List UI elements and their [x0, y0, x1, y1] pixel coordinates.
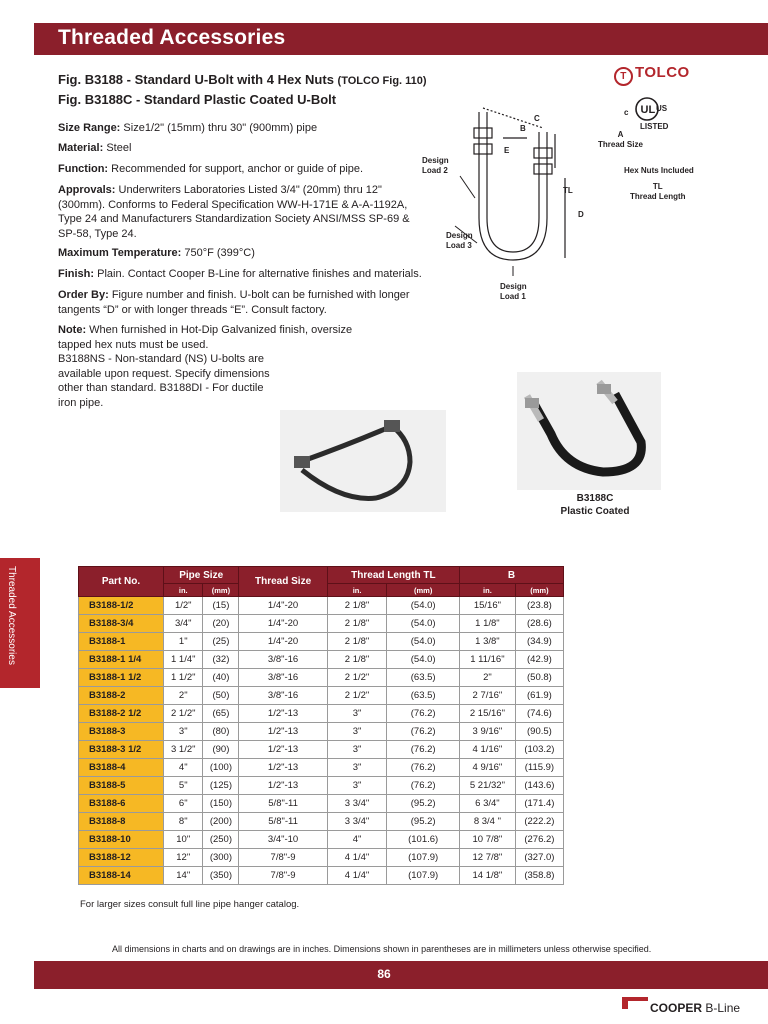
size-range-label: Size Range: — [58, 122, 121, 134]
note-label: Note: — [58, 324, 87, 336]
cell-thread-length-mm: (54.0) — [387, 615, 460, 633]
cell-part-no: B3188-2 1/2 — [79, 705, 164, 723]
table-row — [79, 723, 564, 741]
cell-b-in: 12 7/8" — [460, 849, 516, 867]
cell-pipe-size-in: 10" — [164, 831, 203, 849]
tolco-logo — [614, 64, 690, 86]
subcol-tl-in: in. — [327, 584, 387, 597]
cell-thread-length-in: 3" — [327, 723, 387, 741]
dimension-table-body — [79, 597, 564, 885]
photo-caption-desc: Plastic Coated — [560, 506, 630, 517]
cell-b-mm: (222.2) — [515, 813, 563, 831]
approvals-text — [58, 183, 430, 241]
table-row — [79, 669, 564, 687]
finish-label: Finish: — [58, 268, 95, 280]
cell-thread-length-in: 2 1/8" — [327, 633, 387, 651]
cell-b-mm: (28.6) — [515, 615, 563, 633]
function-value: Recommended for support, anchor or guide of pipe. — [111, 163, 364, 175]
cell-thread-size: 1/4"-20 — [239, 633, 327, 651]
function-label: Function: — [58, 163, 109, 175]
size-range-text — [58, 121, 430, 136]
cell-part-no: B3188-2 — [79, 687, 164, 705]
finish-text — [58, 267, 430, 282]
cell-pipe-size-in: 6" — [164, 795, 203, 813]
material-label: Material: — [58, 142, 104, 154]
dim-c-label: C — [534, 114, 540, 123]
table-row — [79, 633, 564, 651]
table-row — [79, 741, 564, 759]
cell-part-no: B3188-10 — [79, 831, 164, 849]
cell-thread-size: 3/8"-16 — [239, 651, 327, 669]
figure-title-tolco: (TOLCO Fig. 110) — [337, 75, 427, 87]
dim-a-desc: Thread Size — [598, 140, 643, 149]
material-value: Steel — [106, 142, 132, 154]
cell-thread-length-in: 3" — [327, 777, 387, 795]
photo-caption — [545, 492, 645, 518]
note-text — [58, 323, 358, 352]
cell-b-mm: (103.2) — [515, 741, 563, 759]
cell-b-in: 2 7/16" — [460, 687, 516, 705]
cell-b-in: 6 3/4" — [460, 795, 516, 813]
order-by-value: Figure number and finish. U-bolt can be furnished with longer tangents “D” or with longer threads “E”. Consult factory. — [58, 289, 410, 316]
size-range-value-b: 1/2" (15mm) thru 30" (900mm) pipe — [144, 122, 318, 134]
finish-value: Plain. Contact Cooper B-Line for alternative finishes and materials. — [97, 268, 422, 280]
col-thread-length: Thread Length TL — [327, 567, 459, 584]
coated-u-bolt-image-icon — [517, 372, 661, 490]
svg-text:UL: UL — [640, 104, 656, 116]
cell-thread-length-mm: (107.9) — [387, 867, 460, 885]
section-header-bar — [34, 23, 768, 55]
table-row — [79, 705, 564, 723]
design-load-3-line1: Design — [446, 231, 473, 240]
table-row — [79, 849, 564, 867]
cell-pipe-size-mm: (350) — [203, 867, 239, 885]
cell-thread-length-mm: (76.2) — [387, 705, 460, 723]
design-load-1-line1: Design — [500, 282, 527, 291]
side-section-tab[interactable] — [0, 558, 40, 688]
cell-pipe-size-mm: (32) — [203, 651, 239, 669]
figure-title-main: Fig. B3188 - Standard U-Bolt with 4 Hex Nuts — [58, 72, 338, 87]
cell-thread-length-mm: (76.2) — [387, 723, 460, 741]
table-row — [79, 759, 564, 777]
cell-pipe-size-in: 3 1/2" — [164, 741, 203, 759]
cell-thread-size: 3/8"-16 — [239, 669, 327, 687]
cell-thread-length-in: 4 1/4" — [327, 849, 387, 867]
cell-thread-length-mm: (54.0) — [387, 633, 460, 651]
hex-nuts-label: Hex Nuts Included — [624, 166, 694, 175]
subcol-pipe-in: in. — [164, 584, 203, 597]
col-b: B — [460, 567, 564, 584]
cell-b-in: 5 21/32" — [460, 777, 516, 795]
cell-pipe-size-in: 2" — [164, 687, 203, 705]
footer-bar — [34, 961, 768, 989]
order-by-label: Order By: — [58, 289, 109, 301]
dimension-table — [78, 566, 564, 885]
cell-thread-length-in: 4 1/4" — [327, 867, 387, 885]
cell-thread-size: 3/4"-10 — [239, 831, 327, 849]
cooper-bline-logo — [650, 1001, 740, 1015]
cell-pipe-size-mm: (125) — [203, 777, 239, 795]
col-pipe-size: Pipe Size — [164, 567, 239, 584]
cell-pipe-size-in: 4" — [164, 759, 203, 777]
cell-thread-length-in: 2 1/2" — [327, 669, 387, 687]
cell-thread-length-mm: (76.2) — [387, 759, 460, 777]
cell-pipe-size-mm: (300) — [203, 849, 239, 867]
table-row — [79, 777, 564, 795]
cell-pipe-size-mm: (50) — [203, 687, 239, 705]
cell-pipe-size-in: 3/4" — [164, 615, 203, 633]
dim-b-label: B — [520, 124, 526, 133]
tl-desc-full: Thread Length — [630, 192, 686, 201]
cell-thread-length-mm: (54.0) — [387, 651, 460, 669]
cell-thread-length-mm: (95.2) — [387, 813, 460, 831]
cell-part-no: B3188-4 — [79, 759, 164, 777]
dim-d-label: D — [578, 210, 584, 219]
table-row — [79, 687, 564, 705]
max-temp-label: Maximum Temperature: — [58, 247, 182, 259]
cell-thread-length-in: 2 1/8" — [327, 615, 387, 633]
cell-pipe-size-mm: (250) — [203, 831, 239, 849]
cell-b-mm: (90.5) — [515, 723, 563, 741]
cell-b-mm: (42.9) — [515, 651, 563, 669]
cell-thread-size: 1/4"-20 — [239, 597, 327, 615]
cell-thread-size: 5/8"-11 — [239, 795, 327, 813]
note-nonstandard: B3188NS - Non-standard (NS) U-bolts are available upon request. Specify dimensions other than standard. B3188DI - For ductile iron pipe. — [58, 353, 270, 409]
cell-thread-length-in: 2 1/8" — [327, 597, 387, 615]
cell-b-mm: (143.6) — [515, 777, 563, 795]
cell-thread-length-mm: (107.9) — [387, 849, 460, 867]
cell-part-no: B3188-1 — [79, 633, 164, 651]
photo-caption-part: B3188C — [576, 493, 614, 504]
cell-thread-length-mm: (54.0) — [387, 597, 460, 615]
cell-pipe-size-in: 1/2" — [164, 597, 203, 615]
cell-pipe-size-in: 1" — [164, 633, 203, 651]
cell-part-no: B3188-6 — [79, 795, 164, 813]
cell-part-no: B3188-3 1/2 — [79, 741, 164, 759]
cell-pipe-size-mm: (25) — [203, 633, 239, 651]
cell-thread-length-mm: (76.2) — [387, 777, 460, 795]
cell-part-no: B3188-5 — [79, 777, 164, 795]
page-number: 86 — [377, 967, 391, 981]
cell-thread-size: 3/8"-16 — [239, 687, 327, 705]
side-section-tab-label: Threaded Accessories — [6, 566, 17, 665]
cell-b-mm: (171.4) — [515, 795, 563, 813]
cell-b-in: 2" — [460, 669, 516, 687]
dim-a-label — [598, 130, 643, 150]
design-load-3-label — [446, 231, 473, 251]
cell-thread-size: 1/4"-20 — [239, 615, 327, 633]
ul-listed-text: LISTED — [640, 122, 669, 131]
table-row — [79, 615, 564, 633]
cell-pipe-size-mm: (15) — [203, 597, 239, 615]
cell-pipe-size-in: 3" — [164, 723, 203, 741]
cell-b-mm: (23.8) — [515, 597, 563, 615]
ul-us-mark: US — [656, 104, 668, 113]
cell-pipe-size-mm: (65) — [203, 705, 239, 723]
table-row — [79, 831, 564, 849]
bline-logo-text: B-Line — [702, 1001, 741, 1015]
cell-b-mm: (50.8) — [515, 669, 563, 687]
subcol-pipe-mm: (mm) — [203, 584, 239, 597]
cell-pipe-size-mm: (90) — [203, 741, 239, 759]
cooper-logo-text: COOPER — [650, 1001, 703, 1015]
cell-b-in: 1 11/16" — [460, 651, 516, 669]
cell-b-mm: (34.9) — [515, 633, 563, 651]
cell-b-in: 2 15/16" — [460, 705, 516, 723]
tl-description — [630, 182, 686, 202]
subcol-tl-mm: (mm) — [387, 584, 460, 597]
tolco-logo-text: TOLCO — [635, 64, 690, 81]
cell-b-mm: (327.0) — [515, 849, 563, 867]
cell-thread-length-mm: (101.6) — [387, 831, 460, 849]
cell-thread-size: 1/2"-13 — [239, 705, 327, 723]
cell-pipe-size-in: 5" — [164, 777, 203, 795]
tl-desc-abbrev: TL — [652, 182, 663, 191]
cell-pipe-size-mm: (200) — [203, 813, 239, 831]
cell-pipe-size-in: 14" — [164, 867, 203, 885]
cell-part-no: B3188-1 1/2 — [79, 669, 164, 687]
cell-thread-size: 7/8"-9 — [239, 849, 327, 867]
cell-pipe-size-mm: (40) — [203, 669, 239, 687]
cell-pipe-size-in: 1 1/4" — [164, 651, 203, 669]
u-bolt-photo — [280, 410, 446, 512]
cell-pipe-size-in: 12" — [164, 849, 203, 867]
approvals-value: Underwriters Laboratories Listed 3/4" (20mm) thru 12" (300mm). Conforms to Federal Specification WW-H-171E & A-A-1192A, Type 24 and Manufacturers Standardization Society ANSI/MSS SP-69 & SP-58, Type 24. — [58, 184, 410, 240]
cell-pipe-size-mm: (100) — [203, 759, 239, 777]
cell-b-mm: (61.9) — [515, 687, 563, 705]
cell-thread-length-in: 4" — [327, 831, 387, 849]
cell-b-mm: (115.9) — [515, 759, 563, 777]
cell-pipe-size-in: 1 1/2" — [164, 669, 203, 687]
cell-part-no: B3188-12 — [79, 849, 164, 867]
cell-thread-length-in: 2 1/2" — [327, 687, 387, 705]
cell-thread-length-mm: (76.2) — [387, 741, 460, 759]
subcol-b-in: in. — [460, 584, 516, 597]
u-bolt-image-icon — [280, 410, 446, 512]
table-row — [79, 597, 564, 615]
tolco-logo-icon: T — [614, 67, 633, 86]
cell-thread-size: 1/2"-13 — [239, 741, 327, 759]
approvals-label: Approvals: — [58, 184, 116, 196]
cell-pipe-size-in: 8" — [164, 813, 203, 831]
cell-thread-length-in: 3" — [327, 759, 387, 777]
cell-pipe-size-mm: (150) — [203, 795, 239, 813]
cell-b-in: 4 1/16" — [460, 741, 516, 759]
cell-part-no: B3188-1/2 — [79, 597, 164, 615]
cell-thread-length-in: 2 1/8" — [327, 651, 387, 669]
cell-thread-length-mm: (63.5) — [387, 669, 460, 687]
figure-title-b3188c: Fig. B3188C - Standard Plastic Coated U-Bolt — [58, 92, 337, 107]
cell-pipe-size-mm: (20) — [203, 615, 239, 633]
cell-pipe-size-in: 2 1/2" — [164, 705, 203, 723]
col-part-no: Part No. — [79, 567, 164, 597]
table-row — [79, 795, 564, 813]
cell-thread-size: 1/2"-13 — [239, 759, 327, 777]
cell-b-in: 3 9/16" — [460, 723, 516, 741]
cell-b-mm: (358.8) — [515, 867, 563, 885]
cell-part-no: B3188-3 — [79, 723, 164, 741]
cell-thread-length-in: 3" — [327, 705, 387, 723]
coated-u-bolt-photo — [517, 372, 661, 490]
cell-thread-length-mm: (63.5) — [387, 687, 460, 705]
dim-e-label: E — [504, 146, 510, 155]
table-row — [79, 813, 564, 831]
dim-a-letter: A — [617, 130, 624, 139]
cell-thread-size: 1/2"-13 — [239, 723, 327, 741]
cell-thread-length-in: 3" — [327, 741, 387, 759]
dimensions-note: All dimensions in charts and on drawings are in inches. Dimensions shown in parentheses are in millimeters unless otherwise specified. — [112, 944, 652, 954]
cell-part-no: B3188-1 1/4 — [79, 651, 164, 669]
cell-part-no: B3188-8 — [79, 813, 164, 831]
table-row — [79, 867, 564, 885]
design-load-2-line1: Design — [422, 156, 449, 165]
design-load-2-line2: Load 2 — [422, 166, 448, 175]
cell-b-in: 1 3/8" — [460, 633, 516, 651]
cell-b-in: 14 1/8" — [460, 867, 516, 885]
table-footnote: For larger sizes consult full line pipe hanger catalog. — [80, 899, 300, 910]
cell-thread-size: 7/8"-9 — [239, 867, 327, 885]
function-text — [58, 162, 430, 177]
size-range-value-a: Size — [123, 122, 145, 134]
cell-part-no: B3188-14 — [79, 867, 164, 885]
cell-b-in: 1 1/8" — [460, 615, 516, 633]
max-temp-value: 750°F (399°C) — [184, 247, 255, 259]
max-temp-text — [58, 246, 430, 261]
cell-thread-length-in: 3 3/4" — [327, 813, 387, 831]
ul-c-mark: c — [624, 108, 629, 117]
cell-pipe-size-mm: (80) — [203, 723, 239, 741]
design-load-1-line2: Load 1 — [500, 292, 526, 301]
table-row — [79, 651, 564, 669]
cell-b-in: 10 7/8" — [460, 831, 516, 849]
dim-tl-label: TL — [563, 186, 573, 195]
cell-thread-length-in: 3 3/4" — [327, 795, 387, 813]
figure-title-b3188 — [58, 72, 427, 87]
section-title: Threaded Accessories — [58, 26, 286, 49]
cooper-logo-icon — [622, 997, 648, 1009]
cell-b-in: 8 3/4 " — [460, 813, 516, 831]
design-load-2-label — [422, 156, 449, 176]
design-load-1-label — [500, 282, 527, 302]
cell-b-mm: (74.6) — [515, 705, 563, 723]
cell-b-mm: (276.2) — [515, 831, 563, 849]
cell-b-in: 4 9/16" — [460, 759, 516, 777]
order-by-text — [58, 288, 430, 317]
cell-thread-size: 5/8"-11 — [239, 813, 327, 831]
cell-part-no: B3188-3/4 — [79, 615, 164, 633]
cell-b-in: 15/16" — [460, 597, 516, 615]
col-thread-size: Thread Size — [239, 567, 327, 597]
cell-thread-size: 1/2"-13 — [239, 777, 327, 795]
cell-thread-length-mm: (95.2) — [387, 795, 460, 813]
subcol-b-mm: (mm) — [515, 584, 563, 597]
material-text — [58, 141, 430, 156]
note-galvanized: When furnished in Hot-Dip Galvanized finish, oversize tapped hex nuts must be used. — [58, 324, 353, 351]
design-load-3-line2: Load 3 — [446, 241, 472, 250]
